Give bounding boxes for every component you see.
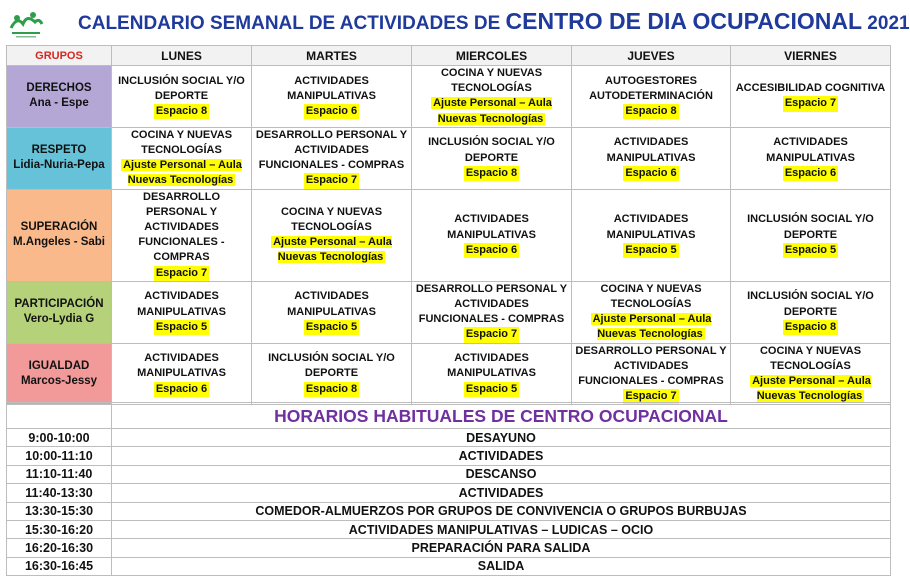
activity-name: INCLUSIÓN SOCIAL Y/O DEPORTE xyxy=(747,290,874,318)
activity-cell-lunes xyxy=(112,66,252,128)
hours-title: HORARIOS HABITUALES DE CENTRO OCUPACIONAL xyxy=(112,403,891,429)
activity-cell-martes xyxy=(252,189,412,281)
activity-name: COCINA Y NUEVAS TECNOLOGÍAS xyxy=(280,205,383,234)
activity-name: ACCESIBILIDAD COGNITIVA xyxy=(735,82,886,95)
group-cell xyxy=(7,189,112,281)
group-cell xyxy=(7,343,112,405)
group-name: DERECHOS xyxy=(26,82,92,95)
activity-cell-viernes xyxy=(731,66,891,128)
activity-cell-lunes xyxy=(112,189,252,281)
activity-cell-viernes xyxy=(731,281,891,343)
space-badge: Espacio 6 xyxy=(623,166,678,181)
space-badge: Espacio 8 xyxy=(623,104,678,119)
activity-cell-miercoles xyxy=(412,127,572,189)
col-header-lunes: LUNES xyxy=(112,46,252,66)
activity-note xyxy=(575,312,727,342)
space-badge: Espacio 5 xyxy=(304,320,359,335)
activity-name: INCLUSIÓN SOCIAL Y/O DEPORTE xyxy=(747,213,874,241)
title-part-a: CALENDARIO SEMANAL DE ACTIVIDADES DE xyxy=(78,13,506,34)
activity-name: ACTIVIDADES MANIPULATIVAS xyxy=(137,290,226,318)
time-range: 11:10-11:40 xyxy=(7,465,112,483)
activity-name: DESARROLLO PERSONAL Y ACTIVIDADES FUNCIONALES - COMPRAS xyxy=(575,344,727,388)
hours-activity: ACTIVIDADES xyxy=(112,484,891,502)
group-members: M.Angeles - Sabi xyxy=(12,236,106,249)
space-badge: Espacio 8 xyxy=(783,320,838,335)
hours-row xyxy=(7,447,891,465)
schedule-row xyxy=(7,66,891,128)
hours-row xyxy=(7,520,891,538)
activity-name: INCLUSIÓN SOCIAL Y/O DEPORTE xyxy=(428,136,555,164)
space-badge: Espacio 8 xyxy=(154,104,209,119)
activity-cell-lunes xyxy=(112,127,252,189)
activity-name: ACTIVIDADES MANIPULATIVAS xyxy=(287,290,376,318)
hours-row xyxy=(7,557,891,575)
space-badge: Espacio 5 xyxy=(464,382,519,397)
group-members: Marcos-Jessy xyxy=(20,375,98,388)
group-members: Lidia-Nuria-Pepa xyxy=(13,159,105,172)
title-year: 2021 xyxy=(862,13,910,34)
activity-name: INCLUSIÓN SOCIAL Y/O DEPORTE xyxy=(268,352,395,380)
activity-name: COCINA Y NUEVAS TECNOLOGÍAS xyxy=(600,282,702,311)
space-badge: Espacio 5 xyxy=(783,243,838,258)
activity-cell-viernes xyxy=(731,343,891,405)
time-range: 16:30-16:45 xyxy=(7,557,112,575)
activity-note xyxy=(255,235,408,265)
group-cell xyxy=(7,127,112,189)
col-header-viernes: VIERNES xyxy=(731,46,891,66)
space-badge: Espacio 7 xyxy=(154,266,209,281)
col-header-grupos: GRUPOS xyxy=(7,46,112,66)
activity-name: ACTIVIDADES MANIPULATIVAS xyxy=(447,213,536,241)
activity-cell-martes xyxy=(252,66,412,128)
hours-row xyxy=(7,502,891,520)
hours-activity: PREPARACIÓN PARA SALIDA xyxy=(112,539,891,557)
activity-note-text: Ajuste Personal – Aula Nuevas Tecnologías xyxy=(592,313,712,341)
activity-cell-miercoles xyxy=(412,66,572,128)
activity-cell-viernes xyxy=(731,127,891,189)
schedule-row xyxy=(7,189,891,281)
activity-note-text: Ajuste Personal – Aula Nuevas Tecnologías xyxy=(433,97,552,125)
time-range: 15:30-16:20 xyxy=(7,520,112,538)
activity-name: COCINA Y NUEVAS TECNOLOGÍAS xyxy=(130,128,233,157)
page-header xyxy=(0,0,910,44)
activity-cell-martes xyxy=(252,343,412,405)
group-cell xyxy=(7,66,112,128)
activity-cell-lunes xyxy=(112,281,252,343)
hours-row xyxy=(7,539,891,557)
page-title xyxy=(78,8,910,37)
group-members: Ana - Espe xyxy=(29,97,89,110)
activity-name: ACTIVIDADES MANIPULATIVAS xyxy=(137,352,226,380)
col-header-jueves: JUEVES xyxy=(572,46,731,66)
hours-table xyxy=(6,402,891,576)
activity-cell-miercoles xyxy=(412,281,572,343)
activity-cell-martes xyxy=(252,281,412,343)
activity-name: DESARROLLO PERSONAL Y ACTIVIDADES FUNCIONALES - COMPRAS xyxy=(255,128,408,172)
title-center-name: CENTRO DE DIA OCUPACIONAL xyxy=(505,8,863,34)
group-name: SUPERACIÓN xyxy=(20,221,98,234)
space-badge: Espacio 5 xyxy=(623,243,678,258)
activity-name: DESARROLLO PERSONAL Y ACTIVIDADES FUNCIONALES - COMPRAS xyxy=(138,190,225,264)
space-badge: Espacio 7 xyxy=(304,173,359,188)
activity-name: ACTIVIDADES MANIPULATIVAS xyxy=(606,213,696,241)
hours-activity: DESAYUNO xyxy=(112,429,891,447)
activity-name: ACTIVIDADES MANIPULATIVAS xyxy=(606,136,696,164)
hours-row xyxy=(7,429,891,447)
time-range: 10:00-11:10 xyxy=(7,447,112,465)
activity-cell-jueves xyxy=(572,66,731,128)
activity-note xyxy=(734,374,887,404)
activity-cell-jueves xyxy=(572,127,731,189)
schedule-row xyxy=(7,343,891,405)
group-name: PARTICIPACIÓN xyxy=(14,298,104,311)
space-badge: Espacio 6 xyxy=(783,166,838,181)
hours-title-spacer xyxy=(7,403,112,429)
activity-name: DESARROLLO PERSONAL Y ACTIVIDADES FUNCIONALES - COMPRAS xyxy=(415,282,568,326)
weekly-schedule-table xyxy=(6,45,891,405)
time-range: 9:00-10:00 xyxy=(7,429,112,447)
activity-cell-miercoles xyxy=(412,343,572,405)
hours-activity: DESCANSO xyxy=(112,465,891,483)
space-badge: Espacio 6 xyxy=(154,382,209,397)
activity-cell-viernes xyxy=(731,189,891,281)
group-members: Vero-Lydia G xyxy=(23,313,95,326)
activity-cell-jueves xyxy=(572,189,731,281)
group-name: IGUALDAD xyxy=(28,360,90,373)
space-badge: Espacio 6 xyxy=(304,104,359,119)
activity-note-text: Ajuste Personal – Aula Nuevas Tecnologías xyxy=(273,236,392,264)
hours-activity: COMEDOR-ALMUERZOS POR GRUPOS DE CONVIVENCIA O GRUPOS BURBUJAS xyxy=(112,502,891,520)
schedule-row xyxy=(7,281,891,343)
space-badge: Espacio 6 xyxy=(464,243,519,258)
space-badge: Espacio 8 xyxy=(464,166,519,181)
hours-row xyxy=(7,484,891,502)
time-range: 13:30-15:30 xyxy=(7,502,112,520)
schedule-header-row xyxy=(7,46,891,66)
activity-note xyxy=(415,96,568,126)
group-name: RESPETO xyxy=(31,144,87,157)
activity-name: AUTOGESTORES AUTODETERMINACIÓN xyxy=(589,74,713,102)
activity-name: COCINA Y NUEVAS TECNOLOGÍAS xyxy=(759,344,862,372)
activity-cell-jueves xyxy=(572,281,731,343)
schedule-body xyxy=(7,66,891,405)
activity-cell-miercoles xyxy=(412,189,572,281)
activity-note-text: Ajuste Personal – Aula Nuevas Tecnologías xyxy=(123,159,242,187)
col-header-miercoles: MIERCOLES xyxy=(412,46,572,66)
hours-row xyxy=(7,465,891,483)
hours-activity: ACTIVIDADES xyxy=(112,447,891,465)
schedule-row xyxy=(7,127,891,189)
group-cell xyxy=(7,281,112,343)
time-range: 11:40-13:30 xyxy=(7,484,112,502)
activity-note-text: Ajuste Personal – Aula Nuevas Tecnologías xyxy=(752,375,871,403)
activity-note xyxy=(115,158,248,188)
space-badge: Espacio 5 xyxy=(154,320,209,335)
hours-activity: ACTIVIDADES MANIPULATIVAS – LUDICAS – OCIO xyxy=(112,520,891,538)
activity-name: INCLUSIÓN SOCIAL Y/O DEPORTE xyxy=(118,74,245,102)
hours-activity: SALIDA xyxy=(112,557,891,575)
activity-name: ACTIVIDADES MANIPULATIVAS xyxy=(287,74,376,102)
space-badge: Espacio 7 xyxy=(464,327,519,342)
time-range: 16:20-16:30 xyxy=(7,539,112,557)
hours-title-row xyxy=(7,403,891,429)
center-logo-icon xyxy=(8,6,44,42)
activity-cell-lunes xyxy=(112,343,252,405)
activity-cell-martes xyxy=(252,127,412,189)
activity-name: COCINA Y NUEVAS TECNOLOGÍAS xyxy=(440,67,543,95)
activity-name: ACTIVIDADES MANIPULATIVAS xyxy=(766,136,855,164)
space-badge: Espacio 7 xyxy=(623,389,678,404)
activity-name: ACTIVIDADES MANIPULATIVAS xyxy=(447,352,536,380)
col-header-martes: MARTES xyxy=(252,46,412,66)
space-badge: Espacio 7 xyxy=(783,96,838,111)
space-badge: Espacio 8 xyxy=(304,382,359,397)
activity-cell-jueves xyxy=(572,343,731,405)
hours-body xyxy=(7,403,891,576)
